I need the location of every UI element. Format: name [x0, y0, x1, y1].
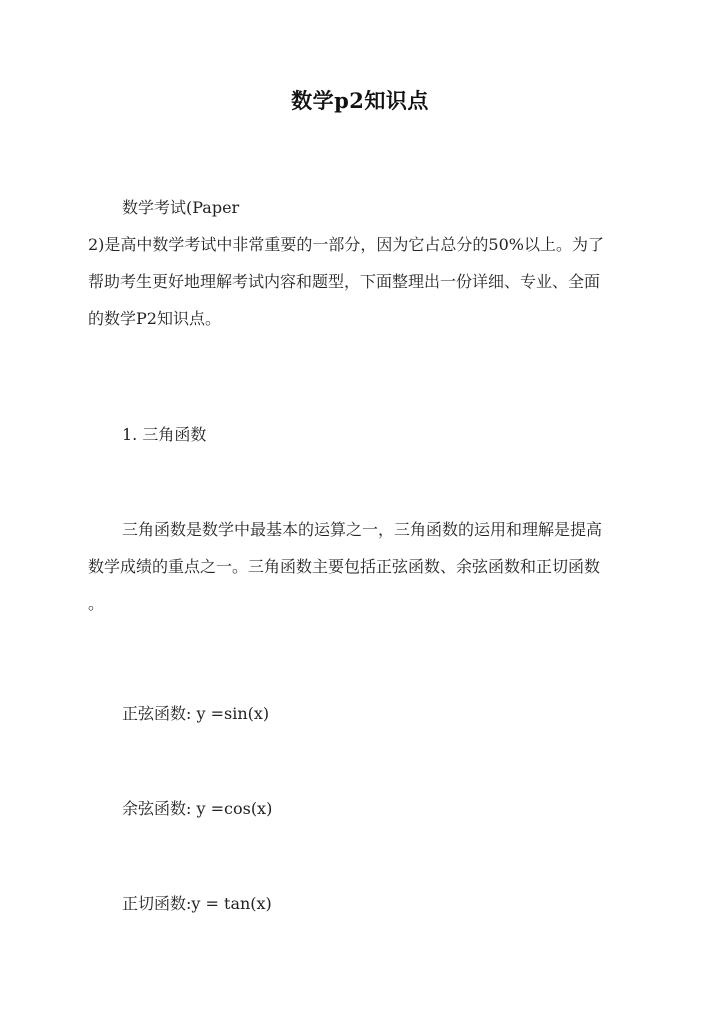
section-body-line: 三角函数是数学中最基本的运算之一，三角函数的运用和理解是提高 [122, 520, 603, 539]
formula-line: 正切函数:y = tan(x) [122, 894, 272, 913]
formula-cosine [88, 790, 636, 827]
formula-tangent [88, 885, 636, 922]
section-heading-block [88, 416, 636, 453]
intro-line: 的数学P2知识点。 [88, 309, 221, 328]
intro-line: 2)是高中数学考试中非常重要的一部分，因为它占总分的50%以上。为了 [88, 235, 604, 254]
formula-line: 余弦函数: y =cos(x) [122, 799, 273, 818]
section-heading: 1. 三角函数 [122, 425, 207, 444]
section-body-paragraph [88, 511, 636, 622]
formula-sine [88, 695, 636, 732]
section-body-line: 。 [88, 594, 105, 613]
section-body-line: 数学成绩的重点之一。三角函数主要包括正弦函数、余弦函数和正切函数 [88, 557, 601, 576]
formula-line: 正弦函数: y =sin(x) [122, 704, 270, 723]
document-title: 数学p2知识点 [291, 88, 429, 113]
intro-line: 帮助考生更好地理解考试内容和题型，下面整理出一份详细、专业、全面 [88, 272, 601, 291]
intro-paragraph [88, 189, 636, 337]
intro-line: 数学考试(Paper [122, 198, 240, 217]
